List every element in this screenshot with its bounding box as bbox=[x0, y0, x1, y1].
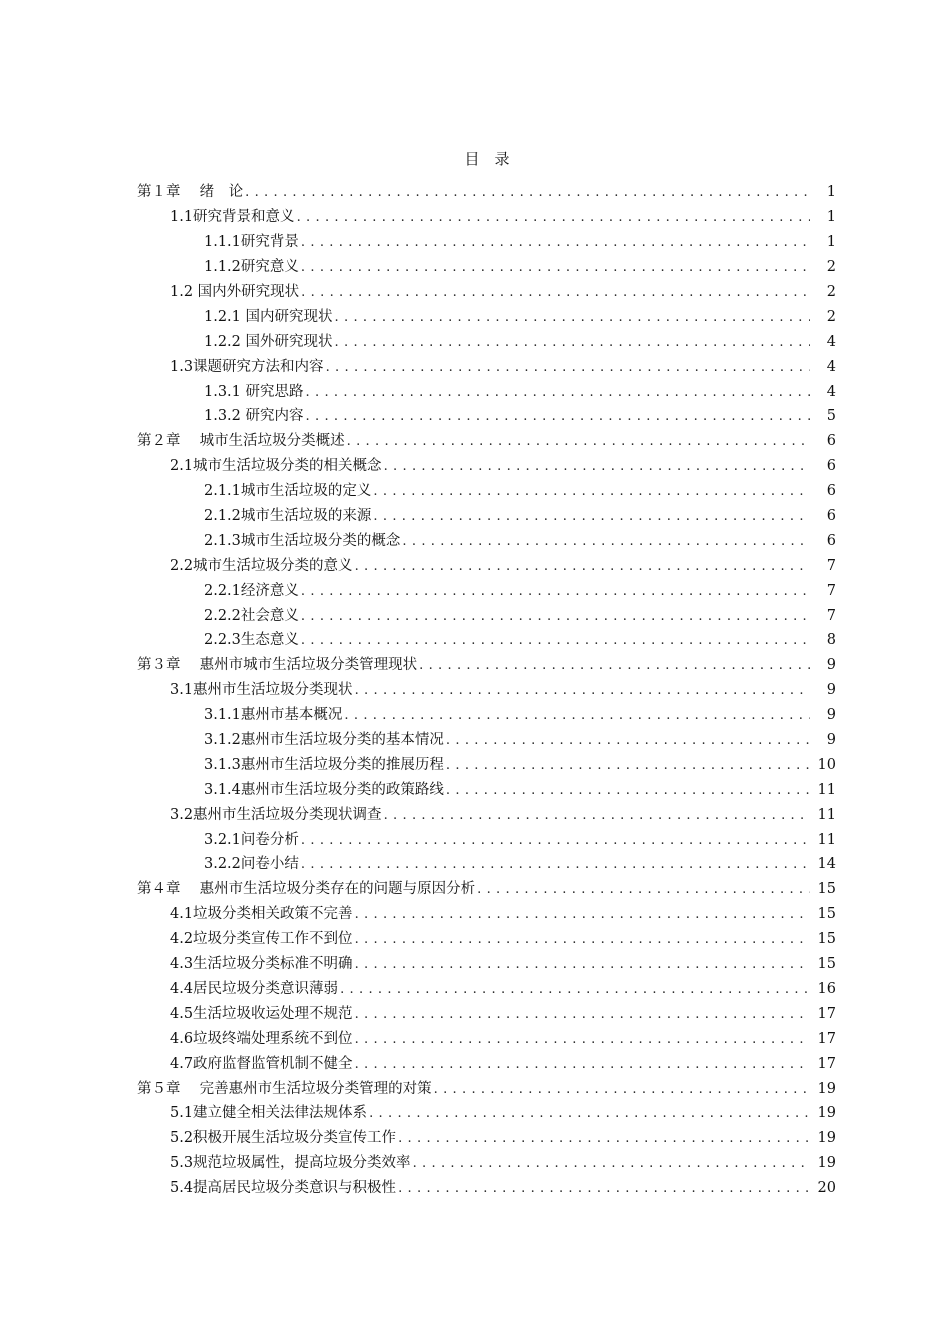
toc-section-entry[interactable] bbox=[0, 777, 950, 802]
toc-section-entry[interactable] bbox=[0, 230, 950, 255]
toc-entry-label: 2.2城市生活垃圾分类的意义 bbox=[170, 557, 353, 574]
toc-entry-label: 5.4提高居民垃圾分类意识与积极性 bbox=[170, 1180, 397, 1197]
toc-section-entry[interactable] bbox=[0, 802, 950, 827]
toc-section-entry[interactable] bbox=[0, 752, 950, 777]
toc-entry-label: 2.1.2城市生活垃圾的来源 bbox=[204, 508, 372, 525]
toc-section-entry[interactable] bbox=[0, 454, 950, 479]
toc-section-entry[interactable] bbox=[0, 827, 950, 852]
toc-entry-label: 1.2 国内外研究现状 bbox=[170, 284, 300, 300]
toc-dot-leader bbox=[344, 707, 810, 725]
toc-entry-label: 第３章 惠州市城市生活垃圾分类管理现状 bbox=[137, 657, 418, 674]
toc-page-number: 11 bbox=[817, 831, 836, 848]
toc-entry-label: 2.2.1经济意义 bbox=[204, 582, 299, 599]
toc-entry-label: 3.2.2问卷小结 bbox=[204, 856, 299, 873]
toc-section-entry[interactable] bbox=[0, 977, 950, 1002]
toc-dot-leader bbox=[306, 408, 810, 426]
toc-dot-leader bbox=[413, 1155, 810, 1173]
toc-section-entry[interactable] bbox=[0, 1001, 950, 1026]
toc-entry-label: 4.4居民垃圾分类意识薄弱 bbox=[170, 980, 339, 997]
toc-chapter-entry[interactable] bbox=[0, 653, 950, 678]
toc-dot-leader bbox=[347, 433, 810, 451]
toc-entry-label: 2.1.1城市生活垃圾的定义 bbox=[204, 483, 372, 500]
toc-section-entry[interactable] bbox=[0, 703, 950, 728]
toc-dot-leader bbox=[297, 209, 810, 227]
toc-dot-leader bbox=[446, 757, 810, 775]
toc-dot-leader bbox=[355, 931, 810, 949]
toc-page-number: 7 bbox=[826, 582, 836, 599]
toc-section-entry[interactable] bbox=[0, 578, 950, 603]
toc-section-entry[interactable] bbox=[0, 205, 950, 230]
toc-page-number: 5 bbox=[826, 408, 836, 425]
toc-dot-leader bbox=[301, 832, 810, 850]
toc-dot-leader bbox=[301, 608, 810, 626]
toc-section-entry[interactable] bbox=[0, 603, 950, 628]
toc-page-number: 2 bbox=[826, 259, 836, 276]
toc-section-entry[interactable] bbox=[0, 379, 950, 404]
toc-dot-leader bbox=[301, 234, 810, 252]
toc-dot-leader bbox=[355, 1056, 810, 1074]
toc-entry-label: 3.1.3惠州市生活垃圾分类的推展历程 bbox=[204, 756, 444, 773]
toc-dot-leader bbox=[384, 458, 810, 476]
toc-dot-leader bbox=[384, 807, 810, 825]
toc-page-number: 7 bbox=[826, 557, 836, 574]
toc-section-entry[interactable] bbox=[0, 404, 950, 429]
toc-entry-label: 1.2.2 国外研究现状 bbox=[204, 333, 333, 350]
toc-dot-leader bbox=[335, 309, 810, 327]
toc-entry-label: 第５章 完善惠州市生活垃圾分类管理的对策 bbox=[137, 1080, 432, 1097]
toc-section-entry[interactable] bbox=[0, 728, 950, 753]
toc-entry-label: 1.1研究背景和意义 bbox=[170, 209, 295, 226]
toc-entry-label: 3.1惠州市生活垃圾分类现状 bbox=[170, 682, 353, 699]
toc-section-entry[interactable] bbox=[0, 678, 950, 703]
toc-dot-leader bbox=[373, 508, 810, 526]
toc-entry-label: 第１章 绪 论 bbox=[137, 184, 244, 201]
toc-page-number: 19 bbox=[817, 1080, 836, 1097]
toc-section-entry[interactable] bbox=[0, 553, 950, 578]
toc-page-number: 14 bbox=[817, 856, 836, 873]
toc-page-number: 17 bbox=[817, 1055, 836, 1072]
toc-dot-leader bbox=[355, 558, 810, 576]
toc-section-entry[interactable] bbox=[0, 628, 950, 653]
toc-section-entry[interactable] bbox=[0, 504, 950, 529]
toc-entry-label: 1.3.1 研究思路 bbox=[204, 383, 304, 400]
toc-page-number: 1 bbox=[826, 234, 836, 251]
toc-section-entry[interactable] bbox=[0, 528, 950, 553]
toc-dot-leader bbox=[434, 1081, 810, 1099]
toc-entry-label: 4.3生活垃圾分类标准不明确 bbox=[170, 956, 353, 973]
toc-entry-label: 4.2垃圾分类宣传工作不到位 bbox=[170, 931, 353, 948]
toc-section-entry[interactable] bbox=[0, 1051, 950, 1076]
toc-section-entry[interactable] bbox=[0, 1176, 950, 1201]
toc-entry-label: 1.1.2研究意义 bbox=[204, 259, 299, 276]
toc-entry-label: 1.3课题研究方法和内容 bbox=[170, 358, 324, 375]
toc-page-number: 4 bbox=[826, 358, 836, 375]
toc-page-number: 16 bbox=[817, 980, 836, 997]
toc-dot-leader bbox=[355, 1031, 810, 1049]
toc-chapter-entry[interactable] bbox=[0, 429, 950, 454]
toc-section-entry[interactable] bbox=[0, 1151, 950, 1176]
toc-entry-label: 2.1.3城市生活垃圾分类的概念 bbox=[204, 532, 401, 549]
toc-page-number: 6 bbox=[826, 458, 836, 475]
toc-dot-leader bbox=[398, 1180, 810, 1198]
toc-dot-leader bbox=[373, 483, 810, 501]
toc-entry-label: 5.3规范垃圾属性，提高垃圾分类效率 bbox=[170, 1155, 411, 1172]
toc-entry-label: 4.1垃圾分类相关政策不完善 bbox=[170, 906, 353, 923]
toc-entry-label: 3.1.4惠州市生活垃圾分类的政策路线 bbox=[204, 781, 444, 798]
toc-entry-label: 3.2.1问卷分析 bbox=[204, 831, 299, 848]
toc-page-number: 17 bbox=[817, 1030, 836, 1047]
toc-entry-label: 1.2.1 国内研究现状 bbox=[204, 308, 333, 325]
toc-page-number: 17 bbox=[817, 1005, 836, 1022]
toc-page-number: 6 bbox=[826, 433, 836, 450]
toc-chapter-entry[interactable] bbox=[0, 877, 950, 902]
toc-page-number: 2 bbox=[826, 284, 836, 300]
toc-dot-leader bbox=[301, 632, 810, 650]
toc-chapter-entry[interactable] bbox=[0, 1076, 950, 1101]
toc-dot-leader bbox=[301, 284, 810, 302]
toc-section-entry[interactable] bbox=[0, 255, 950, 280]
toc-section-entry[interactable] bbox=[0, 1026, 950, 1051]
toc-page-number: 4 bbox=[826, 383, 836, 400]
toc-page-number: 19 bbox=[817, 1155, 836, 1172]
toc-dot-leader bbox=[477, 881, 810, 899]
toc-entry-label: 2.2.3生态意义 bbox=[204, 632, 299, 649]
toc-dot-leader bbox=[335, 334, 810, 352]
toc-section-entry[interactable] bbox=[0, 902, 950, 927]
toc-section-entry[interactable] bbox=[0, 280, 950, 305]
toc-chapter-entry[interactable] bbox=[0, 180, 950, 205]
toc-entry-label: 4.7政府监督监管机制不健全 bbox=[170, 1055, 353, 1072]
toc-dot-leader bbox=[301, 583, 810, 601]
toc-dot-leader bbox=[306, 384, 810, 402]
toc-page-number: 1 bbox=[826, 209, 836, 226]
toc-entry-label: 4.5生活垃圾收运处理不规范 bbox=[170, 1005, 353, 1022]
toc-dot-leader bbox=[446, 782, 810, 800]
toc-section-entry[interactable] bbox=[0, 1126, 950, 1151]
toc-dot-leader bbox=[398, 1130, 810, 1148]
toc-page-number: 15 bbox=[817, 931, 836, 948]
toc-dot-leader bbox=[245, 184, 810, 202]
toc-section-entry[interactable] bbox=[0, 952, 950, 977]
toc-page-number: 9 bbox=[826, 707, 836, 724]
toc-page-number: 10 bbox=[817, 756, 836, 773]
toc-page-number: 19 bbox=[817, 1130, 836, 1147]
toc-page-number: 6 bbox=[826, 532, 836, 549]
toc-page-number: 19 bbox=[817, 1105, 836, 1122]
toc-page-number: 15 bbox=[817, 881, 836, 898]
toc-section-entry[interactable] bbox=[0, 329, 950, 354]
toc-page-number: 9 bbox=[826, 657, 836, 674]
toc-dot-leader bbox=[355, 1006, 810, 1024]
toc-page-number: 8 bbox=[826, 632, 836, 649]
toc-section-entry[interactable] bbox=[0, 852, 950, 877]
toc-dot-leader bbox=[340, 981, 810, 999]
toc-page-number: 6 bbox=[826, 483, 836, 500]
toc-list bbox=[0, 180, 950, 1201]
toc-page-number: 11 bbox=[817, 806, 836, 823]
toc-dot-leader bbox=[402, 533, 810, 551]
toc-page-number: 9 bbox=[826, 732, 836, 749]
toc-entry-label: 5.1建立健全相关法律法规体系 bbox=[170, 1105, 368, 1122]
toc-dot-leader bbox=[326, 359, 810, 377]
toc-entry-label: 1.3.2 研究内容 bbox=[204, 408, 304, 425]
toc-page-number: 20 bbox=[817, 1180, 836, 1197]
toc-dot-leader bbox=[419, 657, 810, 675]
toc-entry-label: 1.1.1研究背景 bbox=[204, 234, 299, 251]
toc-entry-label: 3.2惠州市生活垃圾分类现状调查 bbox=[170, 806, 382, 823]
toc-entry-label: 2.2.2社会意义 bbox=[204, 607, 299, 624]
toc-section-entry[interactable] bbox=[0, 354, 950, 379]
toc-page-number: 2 bbox=[826, 308, 836, 325]
toc-dot-leader bbox=[301, 259, 810, 277]
toc-section-entry[interactable] bbox=[0, 1101, 950, 1126]
toc-entry-label: 3.1.1惠州市基本概况 bbox=[204, 707, 343, 724]
toc-dot-leader bbox=[355, 906, 810, 924]
toc-section-entry[interactable] bbox=[0, 304, 950, 329]
toc-entry-label: 3.1.2惠州市生活垃圾分类的基本情况 bbox=[204, 732, 444, 749]
toc-dot-leader bbox=[355, 956, 810, 974]
toc-page-number: 11 bbox=[817, 781, 836, 798]
toc-dot-leader bbox=[446, 732, 810, 750]
toc-dot-leader bbox=[355, 682, 810, 700]
toc-entry-label: 2.1城市生活垃圾分类的相关概念 bbox=[170, 458, 382, 475]
toc-page-number: 15 bbox=[817, 956, 836, 973]
toc-page-number: 6 bbox=[826, 508, 836, 525]
toc-dot-leader bbox=[369, 1105, 810, 1123]
toc-section-entry[interactable] bbox=[0, 927, 950, 952]
toc-page-number: 4 bbox=[826, 333, 836, 350]
toc-page-number: 9 bbox=[826, 682, 836, 699]
toc-entry-label: 5.2积极开展生活垃圾分类宣传工作 bbox=[170, 1130, 397, 1147]
toc-page-number: 1 bbox=[826, 184, 836, 201]
toc-page-number: 15 bbox=[817, 906, 836, 923]
toc-entry-label: 第２章 城市生活垃圾分类概述 bbox=[137, 433, 345, 450]
toc-entry-label: 第４章 惠州市生活垃圾分类存在的问题与原因分析 bbox=[137, 881, 476, 898]
toc-title: 目 录 bbox=[464, 150, 510, 168]
toc-section-entry[interactable] bbox=[0, 479, 950, 504]
toc-entry-label: 4.6垃圾终端处理系统不到位 bbox=[170, 1030, 353, 1047]
toc-dot-leader bbox=[301, 856, 810, 874]
toc-page-number: 7 bbox=[826, 607, 836, 624]
